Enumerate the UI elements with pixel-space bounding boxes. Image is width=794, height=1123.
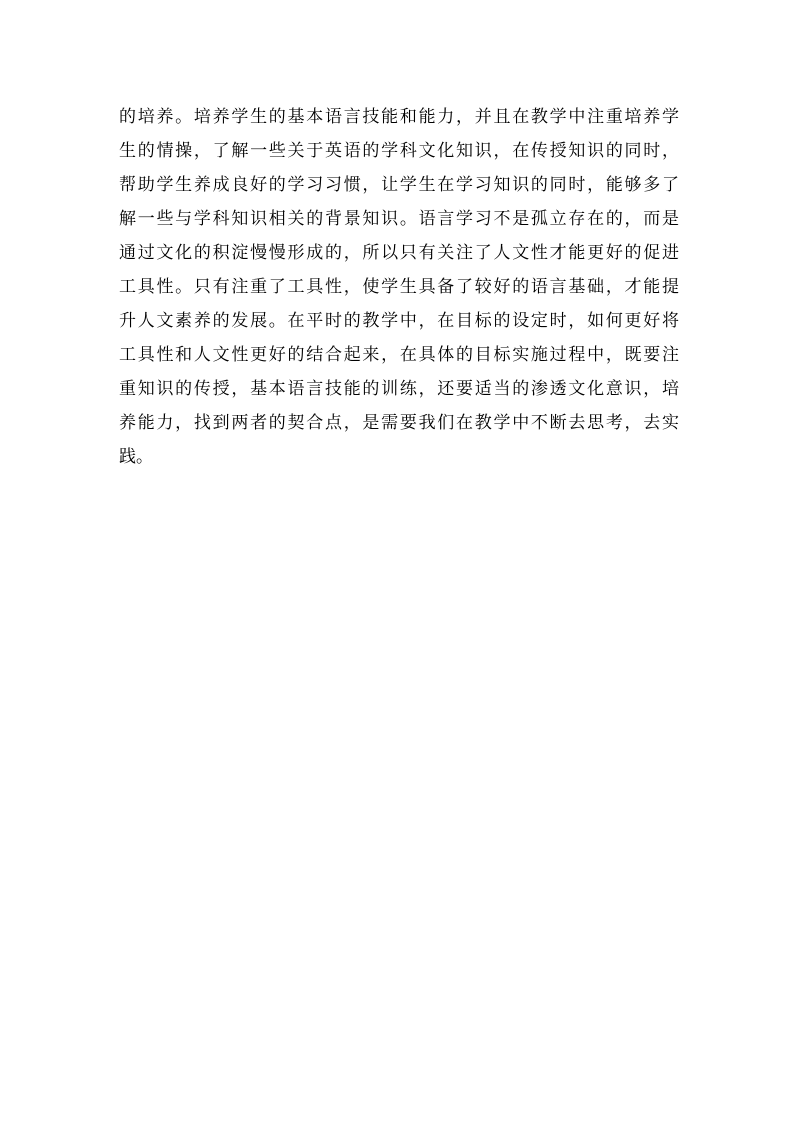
paragraph-line: 重知识的传授，基本语言技能的训练，还要适当的渗透文化意识，培 (119, 379, 679, 399)
paragraph-line: 践。 (119, 447, 153, 467)
paragraph-line: 的培养。培养学生的基本语言技能和能力，并且在教学中注重培养学 (119, 107, 679, 127)
paragraph-line: 通过文化的积淀慢慢形成的，所以只有关注了人文性才能更好的促进 (119, 243, 679, 263)
paragraph-line: 养能力，找到两者的契合点，是需要我们在教学中不断去思考，去实 (119, 413, 679, 433)
body-paragraph (119, 100, 679, 474)
paragraph-line: 工具性。只有注重了工具性，使学生具备了较好的语言基础，才能提 (119, 277, 679, 297)
paragraph-line: 升人文素养的发展。在平时的教学中，在目标的设定时，如何更好将 (119, 311, 679, 331)
paragraph-line: 生的情操，了解一些关于英语的学科文化知识，在传授知识的同时， (119, 141, 679, 161)
paragraph-line: 工具性和人文性更好的结合起来，在具体的目标实施过程中，既要注 (119, 345, 679, 365)
paragraph-line: 帮助学生养成良好的学习习惯，让学生在学习知识的同时，能够多了 (119, 175, 679, 195)
paragraph-line: 解一些与学科知识相关的背景知识。语言学习不是孤立存在的，而是 (119, 209, 679, 229)
